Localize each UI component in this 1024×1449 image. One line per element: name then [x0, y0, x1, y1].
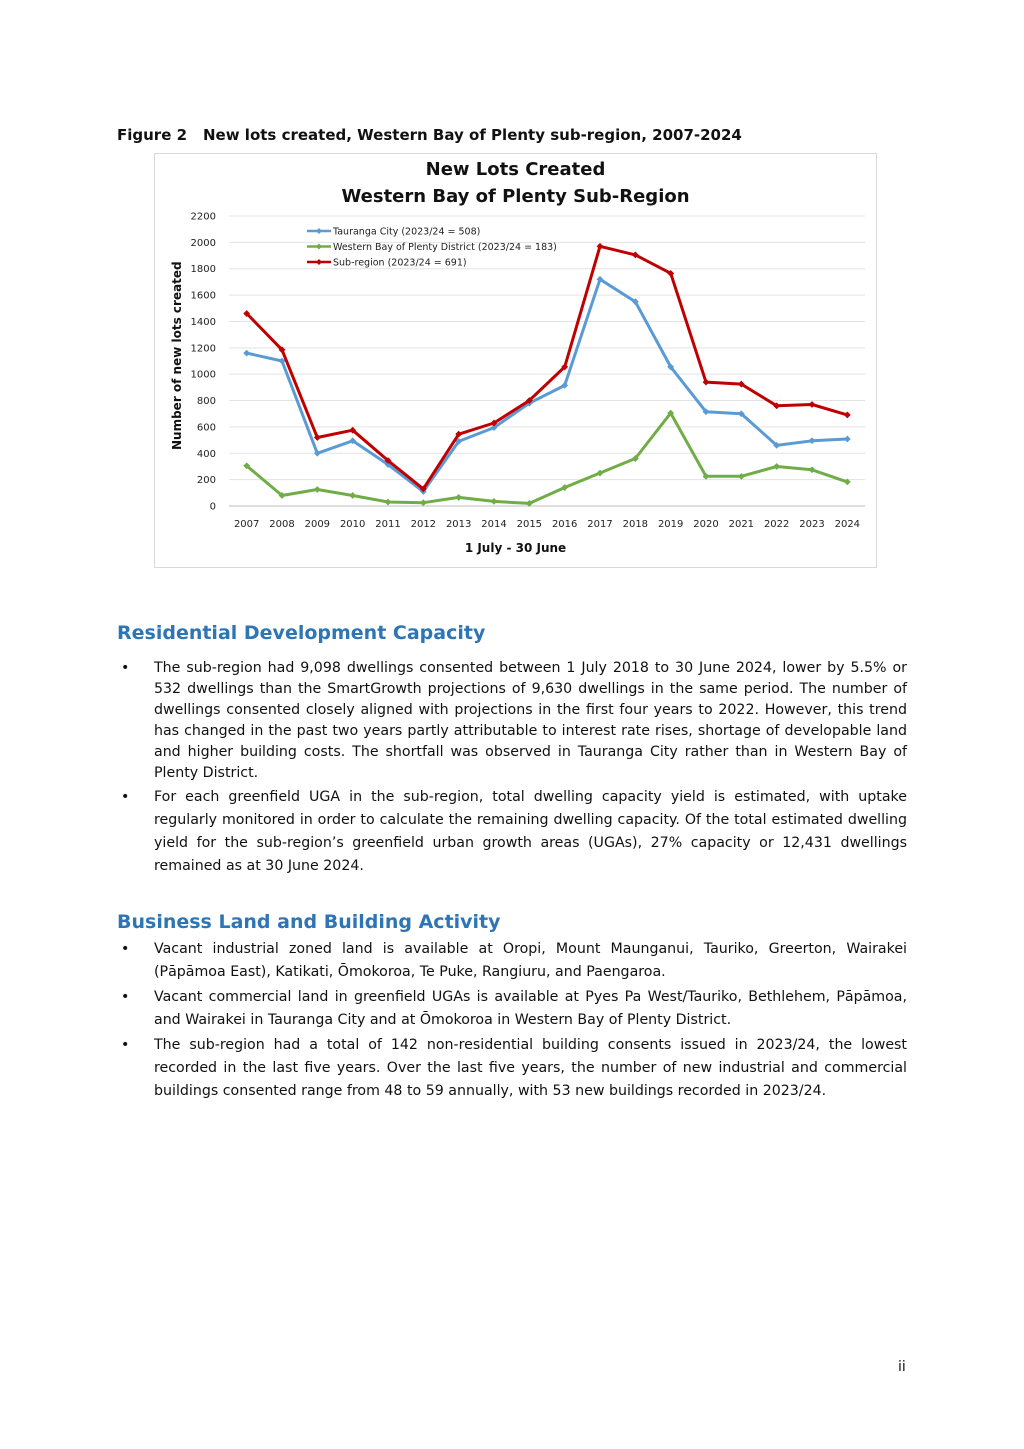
x-tick-label: 2008 — [269, 519, 295, 530]
list-item: • The sub-region had 9,098 dwellings consented between 1 July 2018 to 30 June 2024, lower by 5.5% or 532 dwellings than the SmartGrowth projections of 9,630 dwellings in the same period. The number of dwellings consented closely aligned with projections in the first four years to 2022. However, this trend has changed in the past two years partly attributable to interest rate rises, shortage of developable land and higher building costs. The shortfall was observed in Tauranga City rather than in Western Bay of Plenty District. — [117, 658, 907, 784]
x-tick-label: 2015 — [516, 519, 543, 530]
legend-label: Western Bay of Plenty District (2023/24 = 183) — [333, 242, 557, 253]
x-tick-label: 2012 — [410, 519, 437, 530]
x-tick-label: 2009 — [304, 519, 331, 530]
data-point — [597, 243, 604, 250]
data-point — [385, 499, 392, 506]
y-tick-label: 400 — [196, 448, 216, 460]
business-bullet-list — [117, 938, 907, 1105]
x-tick-label: 2010 — [339, 519, 366, 530]
list-item: • For each greenfield UGA in the sub-region, total dwelling capacity yield is estimated, with uptake regularly monitored in order to calculate the remaining dwelling capacity. Of the total estimated dwelling yield for the sub-region’s greenfield urban growth areas (UGAs), 27% capacity or 12,431 dwellings remained as at 30 June 2024. — [117, 786, 907, 878]
y-tick-label: 2000 — [190, 237, 216, 249]
data-point — [844, 412, 851, 419]
y-tick-label: 600 — [196, 422, 216, 434]
data-point — [809, 437, 816, 444]
y-tick-label: 1600 — [190, 290, 216, 302]
x-tick-label: 2017 — [587, 519, 613, 530]
list-item: • Vacant industrial zoned land is available at Oropi, Mount Maunganui, Tauriko, Greerton, Wairakei (Pāpāmoa East), Katikati, Ōmokoroa, Te Puke, Rangiuru, and Paengaroa. — [117, 938, 907, 984]
list-item: • The sub-region had a total of 142 non-residential building consents issued in 2023/24, the lowest recorded in the last five years. Over the last five years, the number of new industrial and commercial buildings consented range from 48 to 59 annually, with 53 new buildings recorded in 2023/24. — [117, 1034, 907, 1103]
y-tick-label: 1200 — [190, 343, 216, 355]
figure-title: New lots created, Western Bay of Plenty sub-region, 2007-2024 — [203, 126, 742, 144]
legend-label: Tauranga City (2023/24 = 508) — [333, 226, 481, 238]
data-point — [420, 499, 427, 506]
x-tick-label: 2020 — [693, 519, 719, 530]
y-tick-label: 1400 — [190, 316, 216, 328]
business-heading: Business Land and Building Activity — [117, 911, 501, 933]
data-point — [738, 473, 745, 480]
x-tick-label: 2023 — [799, 519, 825, 530]
legend-marker — [316, 228, 322, 234]
y-axis-label: Number of new lots created — [170, 261, 184, 450]
data-point — [809, 401, 816, 408]
x-tick-label: 2007 — [233, 519, 260, 530]
x-tick-label: 2013 — [445, 519, 472, 530]
data-point — [773, 463, 780, 470]
data-point — [314, 486, 321, 493]
y-tick-label: 1800 — [190, 264, 216, 276]
data-point — [491, 498, 498, 505]
x-tick-label: 2021 — [728, 519, 755, 530]
x-tick-label: 2022 — [763, 519, 790, 530]
x-tick-label: 2014 — [481, 519, 507, 530]
x-tick-label: 2011 — [375, 519, 401, 530]
line-chart — [155, 154, 876, 567]
chart-container — [154, 153, 877, 568]
chart-title-line2: Western Bay of Plenty Sub-Region — [341, 186, 690, 207]
x-tick-label: 2018 — [622, 519, 649, 530]
data-point — [349, 492, 356, 499]
legend-marker — [316, 244, 322, 250]
x-tick-label: 2019 — [657, 519, 684, 530]
data-point — [243, 350, 250, 357]
y-tick-label: 2200 — [190, 211, 216, 223]
residential-bullet-list — [117, 658, 907, 880]
legend-marker — [316, 259, 322, 265]
list-item: • Vacant commercial land in greenfield UGAs is available at Pyes Pa West/Tauriko, Bethlehem, Pāpāmoa, and Wairakei in Tauranga City and at Ōmokoroa in Western Bay of Plenty District. — [117, 986, 907, 1032]
y-tick-label: 200 — [196, 475, 216, 487]
chart-title-line1: New Lots Created — [425, 159, 606, 180]
page-number: ii — [898, 1359, 906, 1375]
x-axis-label: 1 July - 30 June — [464, 541, 567, 555]
figure-caption — [117, 126, 742, 144]
y-tick-label: 0 — [209, 501, 216, 513]
data-point — [844, 436, 851, 443]
data-point — [703, 379, 710, 386]
residential-heading: Residential Development Capacity — [117, 622, 486, 644]
legend-label: Sub-region (2023/24 = 691) — [333, 257, 467, 269]
data-point — [455, 494, 462, 501]
y-tick-label: 800 — [196, 396, 216, 408]
x-tick-label: 2016 — [551, 519, 578, 530]
x-tick-label: 2024 — [834, 519, 861, 530]
y-tick-label: 1000 — [190, 369, 216, 381]
series-line-2 — [247, 246, 848, 489]
figure-label: Figure 2 — [117, 126, 188, 144]
